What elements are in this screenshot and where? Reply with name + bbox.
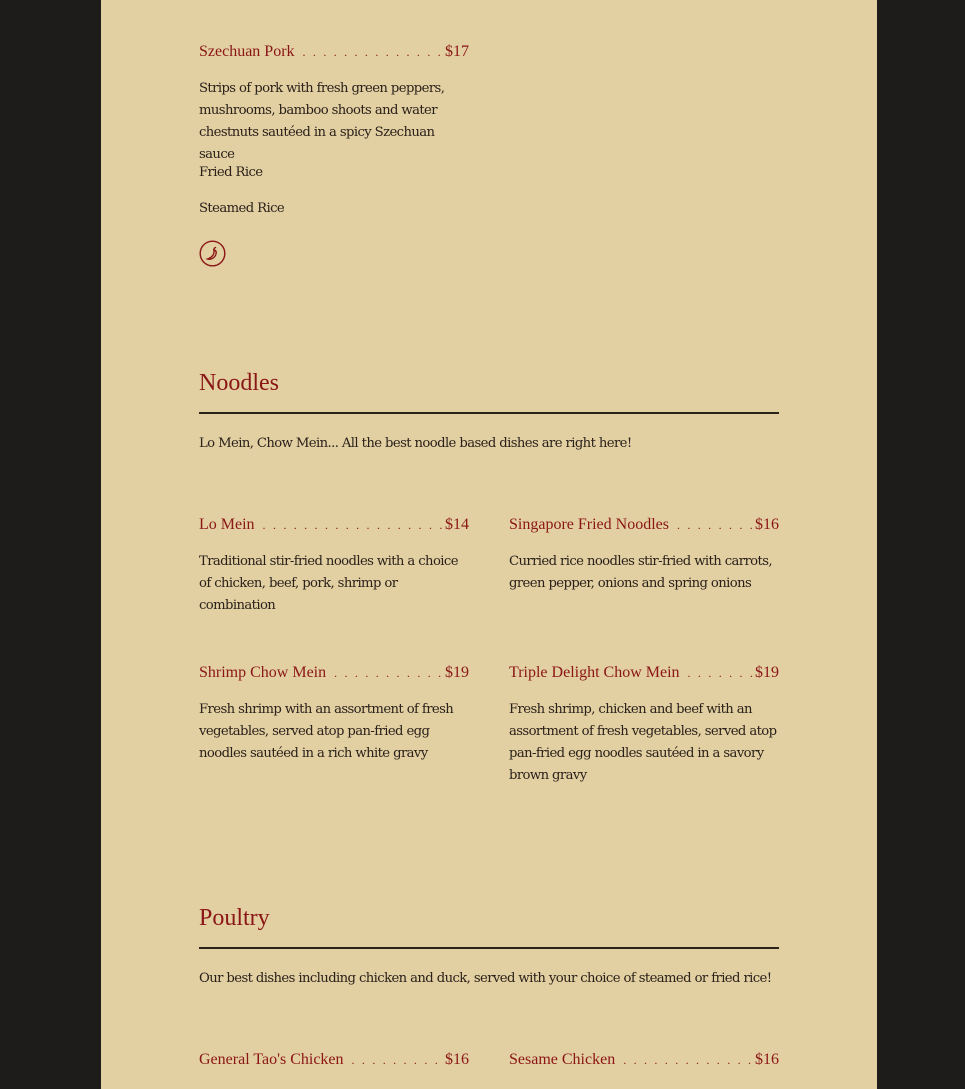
chili-pepper-icon xyxy=(199,240,224,265)
menu-item-price: $16 xyxy=(755,1051,779,1068)
dot-leader xyxy=(352,1053,443,1068)
dot-leader xyxy=(623,1053,753,1068)
menu-item-price: $14 xyxy=(445,516,469,533)
menu-item-price: $19 xyxy=(445,664,469,681)
menu-item-lo-mein xyxy=(199,516,469,617)
menu-item-price: $16 xyxy=(755,516,779,533)
menu-item-price: $16 xyxy=(445,1051,469,1068)
menu-item-price: $19 xyxy=(755,664,779,681)
dot-leader xyxy=(677,518,753,533)
menu-item-szechuan-pork xyxy=(199,43,469,166)
menu-item-header xyxy=(509,1051,779,1075)
menu-item-name: Sesame Chicken xyxy=(509,1051,616,1068)
menu-item-name: Shrimp Chow Mein xyxy=(199,664,327,681)
menu-item-header xyxy=(199,1051,469,1075)
dot-leader xyxy=(688,666,753,681)
dot-leader xyxy=(303,45,443,60)
section-title-poultry: Poultry xyxy=(199,905,270,931)
menu-item-description: Traditional stir-fried noodles with a choice of chicken, beef, pork, shrimp or combination xyxy=(199,554,458,613)
menu-item-description: Curried rice noodles stir-fried with carrots, green pepper, onions and spring onions xyxy=(509,554,772,591)
dot-leader xyxy=(263,518,443,533)
section-description-poultry: Our best dishes including chicken and duck, served with your choice of steamed or fried rice! xyxy=(199,971,772,986)
menu-item-header xyxy=(199,43,469,67)
menu-item-general-taos-chicken xyxy=(199,1051,469,1075)
menu-item-header xyxy=(509,664,779,688)
menu-item-sesame-chicken xyxy=(509,1051,779,1075)
section-description-noodles: Lo Mein, Chow Mein... All the best noodle based dishes are right here! xyxy=(199,436,632,451)
dot-leader xyxy=(334,666,443,681)
menu-page xyxy=(101,0,877,1089)
side-option-fried-rice: Fried Rice xyxy=(199,165,263,180)
menu-item-price: $17 xyxy=(445,43,469,60)
menu-item-name: Lo Mein xyxy=(199,516,255,533)
menu-item-shrimp-chow-mein xyxy=(199,664,469,765)
menu-item-name: Singapore Fried Noodles xyxy=(509,516,669,533)
menu-item-header xyxy=(199,664,469,688)
menu-item-header xyxy=(199,516,469,540)
menu-item-description: Fresh shrimp, chicken and beef with an assortment of fresh vegetables, served atop pan-fried egg noodles sautéed in a savory brown gravy xyxy=(509,702,777,783)
menu-item-singapore-fried-noodles xyxy=(509,516,779,595)
menu-item-name: General Tao's Chicken xyxy=(199,1051,344,1068)
section-divider xyxy=(199,947,779,949)
menu-item-header xyxy=(509,516,779,540)
section-divider xyxy=(199,412,779,414)
side-option-steamed-rice: Steamed Rice xyxy=(199,201,285,216)
menu-item-description: Strips of pork with fresh green peppers, mushrooms, bamboo shoots and water chestnuts sautéed in a spicy Szechuan sauce xyxy=(199,81,445,162)
menu-item-description: Fresh shrimp with an assortment of fresh vegetables, served atop pan-fried egg noodles sautéed in a rich white gravy xyxy=(199,702,454,761)
menu-item-name: Szechuan Pork xyxy=(199,43,295,60)
menu-item-triple-delight-chow-mein xyxy=(509,664,779,787)
menu-item-name: Triple Delight Chow Mein xyxy=(509,664,680,681)
section-title-noodles: Noodles xyxy=(199,370,279,396)
